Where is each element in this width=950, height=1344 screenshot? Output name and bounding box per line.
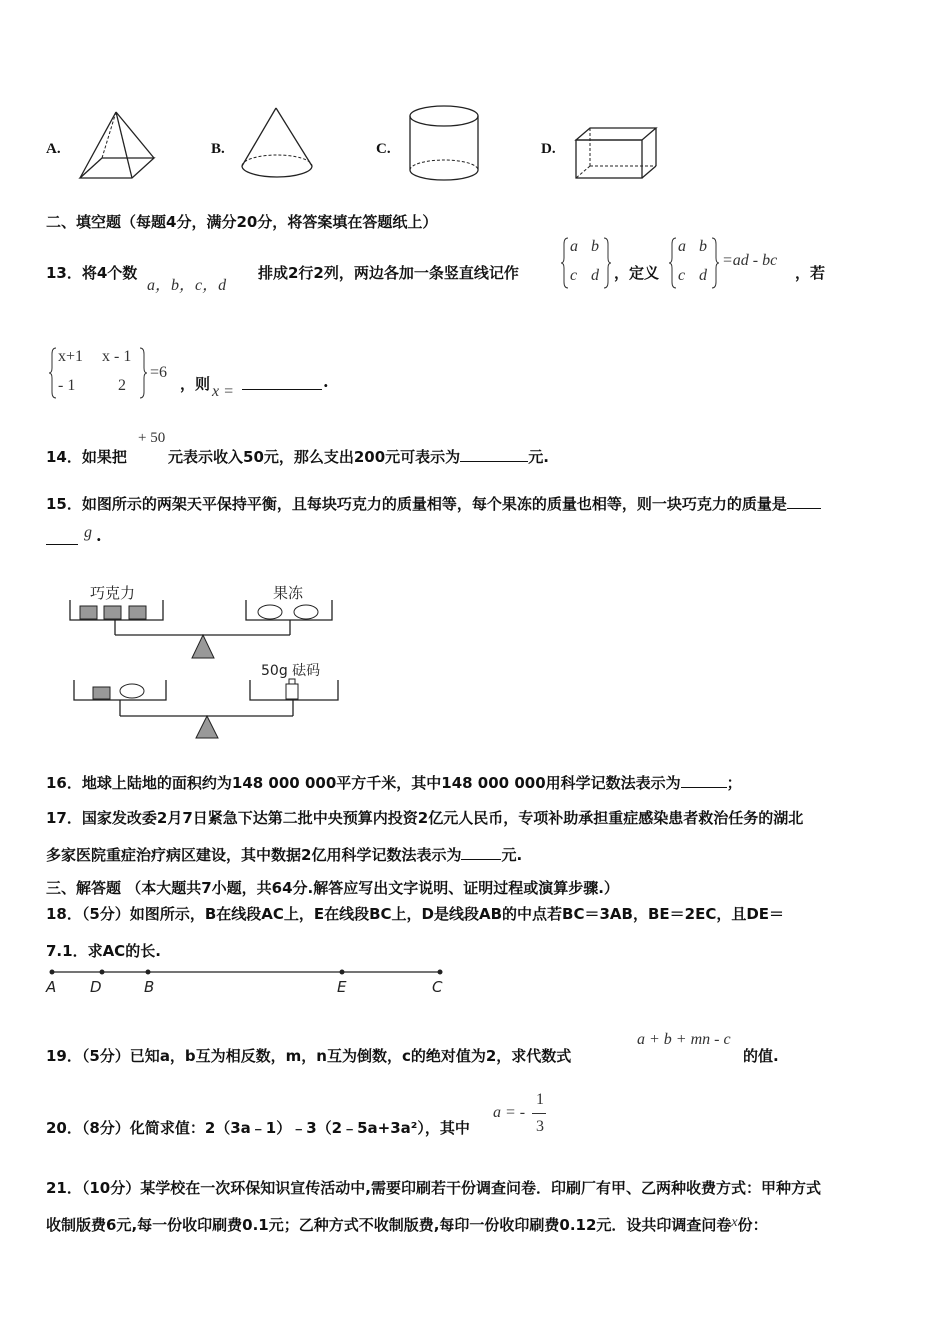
point-d-label: D <box>90 978 102 996</box>
pyramid-figure <box>76 108 160 182</box>
q19-text-1: （5分）已知a，b互为相反数，m，n互为倒数，c的绝对值为2，求代数式 <box>81 1047 572 1065</box>
q21-text-1: （10分）某学校在一次环保知识宣传活动中,需要印刷若干份调查问卷．印刷厂有甲、乙两种收费方式：甲种方式 <box>81 1179 821 1197</box>
balance-scales-figure <box>60 578 350 744</box>
question-18-line2: 7.1．求AC的长. <box>46 942 161 960</box>
q16-answer-blank[interactable] <box>681 773 727 788</box>
q13-period: . <box>323 372 329 391</box>
question-13-line1 <box>46 262 137 283</box>
q13-def-cell-d: d <box>699 267 707 284</box>
q13-cell-c: c <box>570 267 578 284</box>
chocolate-block <box>104 606 121 619</box>
jelly-item <box>258 605 282 619</box>
q14-text-3: 元. <box>528 448 549 466</box>
weight-label: 50g 砝码 <box>261 663 321 679</box>
q18-number: 18． <box>46 905 82 923</box>
q13-definition-matrix <box>668 234 720 292</box>
q13-text-1: 将4个数 <box>81 264 138 282</box>
q14-text-1: 如果把 <box>81 448 127 466</box>
q20-numerator: 1 <box>536 1091 544 1108</box>
point-e-label: E <box>337 978 347 996</box>
fraction-bar <box>532 1113 546 1114</box>
chocolate-block <box>129 606 146 619</box>
cone-figure <box>238 104 320 182</box>
question-15 <box>46 493 821 514</box>
line-segment-figure <box>44 962 454 998</box>
chocolate-block <box>93 687 110 699</box>
q15-period: . <box>96 526 102 545</box>
q19-text-2: 的值. <box>743 1047 779 1065</box>
q13-def-cell-c: c <box>678 267 686 284</box>
q13-matrix-notation <box>560 234 612 292</box>
q19-number: 19． <box>46 1047 82 1065</box>
q13-eq-cell-4: 2 <box>118 377 126 394</box>
q20-a-equals: a = - <box>493 1104 526 1121</box>
q14-text-2-span: 元表示收入50元，那么支出200元可表示为 <box>168 448 461 466</box>
q15-answer-blank-b[interactable] <box>46 530 78 545</box>
cylinder-figure <box>406 102 482 184</box>
q13-cell-b: b <box>591 238 599 255</box>
question-18-line1 <box>46 903 784 924</box>
option-d-label: D. <box>541 141 556 157</box>
question-19 <box>46 1045 571 1066</box>
q13-answer-blank[interactable] <box>242 372 322 390</box>
q19-expression: a + b + mn - c <box>637 1031 731 1048</box>
q21-x: x <box>731 1215 738 1230</box>
q13-eq-rhs: =6 <box>150 364 168 381</box>
chocolate-label: 巧克力 <box>90 584 136 602</box>
q13-cell-d: d <box>591 267 599 284</box>
question-21-line2 <box>46 1214 768 1235</box>
option-b-label: B. <box>211 141 225 157</box>
q20-number: 20． <box>46 1119 82 1137</box>
point-b-label: B <box>144 978 155 996</box>
chocolate-block <box>80 606 97 619</box>
q17-text-2: 多家医院重症治疗病区建设，其中数据2亿用科学记数法表示为 <box>46 846 462 864</box>
q16-text: 地球上陆地的面积约为148 000 000平方千米，其中148 000 000用科学记数法表示为 <box>81 774 681 792</box>
cuboid-figure <box>572 124 662 182</box>
q15-text-1: 如图所示的两架天平保持平衡，且每块巧克力的质量相等，每个果冻的质量也相等，则一块巧克力的质量是 <box>81 495 787 513</box>
q18-text-1: （5分）如图所示，B在线段AC上，E在线段BC上，D是线段AB的中点若BC＝3AB，BE＝2EC，且DE＝ <box>81 905 785 923</box>
q14-plus-50: + 50 <box>138 430 166 446</box>
question-21-line1 <box>46 1177 821 1198</box>
q13-def-cell-a: a <box>678 238 686 255</box>
question-16 <box>46 772 742 793</box>
q21-number: 21． <box>46 1179 82 1197</box>
jelly-item <box>294 605 318 619</box>
question-20 <box>46 1117 470 1138</box>
q13-eq-cell-3: - 1 <box>58 377 76 394</box>
point-a-label: A <box>46 978 57 996</box>
q17-end: 元. <box>501 846 523 864</box>
q17-number: 17． <box>46 809 82 827</box>
q13-then: ，则 <box>180 375 211 393</box>
q15-unit: g <box>84 524 92 541</box>
q16-number: 16． <box>46 774 82 792</box>
q13-text-3: ，定义 <box>614 264 660 282</box>
q13-text-4: ，若 <box>795 264 826 282</box>
q13-vars: a，b，c，d <box>147 277 227 294</box>
section-heading-fill-blank: 二、填空题（每题4分，满分20分，将答案填在答题纸上） <box>46 213 438 231</box>
q13-text-2: 排成2行2列，两边各加一条竖直线记作 <box>258 264 519 282</box>
q17-text-1: 国家发改委2月7日紧急下达第二批中央预算内投资2亿元人民币，专项补助承担重症感染患者救治任务的湖北 <box>81 809 804 827</box>
q13-def-cell-b: b <box>699 238 707 255</box>
q14-answer-blank[interactable] <box>460 447 528 462</box>
q13-cell-a: a <box>570 238 578 255</box>
q13-eq-cell-1: x+1 <box>58 348 84 365</box>
q15-number: 15． <box>46 495 82 513</box>
jelly-label: 果冻 <box>273 584 304 602</box>
q13-definition: =ad - bc <box>722 252 778 269</box>
q21-text-3: 份： <box>737 1216 768 1234</box>
q13-eq-cell-2: x - 1 <box>102 348 132 365</box>
q16-end: ； <box>726 774 742 792</box>
q20-denominator: 3 <box>536 1118 544 1135</box>
q17-answer-blank[interactable] <box>461 845 501 860</box>
q14-text-2 <box>168 446 549 467</box>
q21-text-2: 收制版费6元,每一份收印刷费0.1元；乙种方式不收制版费,每印一份收印刷费0.12元．设共印调查问卷 <box>46 1216 732 1234</box>
question-17-line1 <box>46 807 803 828</box>
option-c-label: C. <box>376 141 391 157</box>
q15-answer-blank-a[interactable] <box>787 494 821 509</box>
jelly-item <box>120 684 144 698</box>
question-14 <box>46 446 127 467</box>
question-17-line2 <box>46 844 522 865</box>
q13-x-equals: x = <box>212 383 234 400</box>
option-a-label: A. <box>46 141 61 157</box>
q14-number: 14． <box>46 448 82 466</box>
q13-number: 13． <box>46 264 82 282</box>
weight-block <box>286 684 298 699</box>
q20-text: （8分）化简求值：2（3a﹣1）﹣3（2﹣5a+3a²），其中 <box>81 1119 470 1137</box>
section-heading-solutions: 三、解答题 （本大题共7小题，共64分.解答应写出文字说明、证明过程或演算步骤.） <box>46 879 619 897</box>
point-c-label: C <box>432 978 443 996</box>
